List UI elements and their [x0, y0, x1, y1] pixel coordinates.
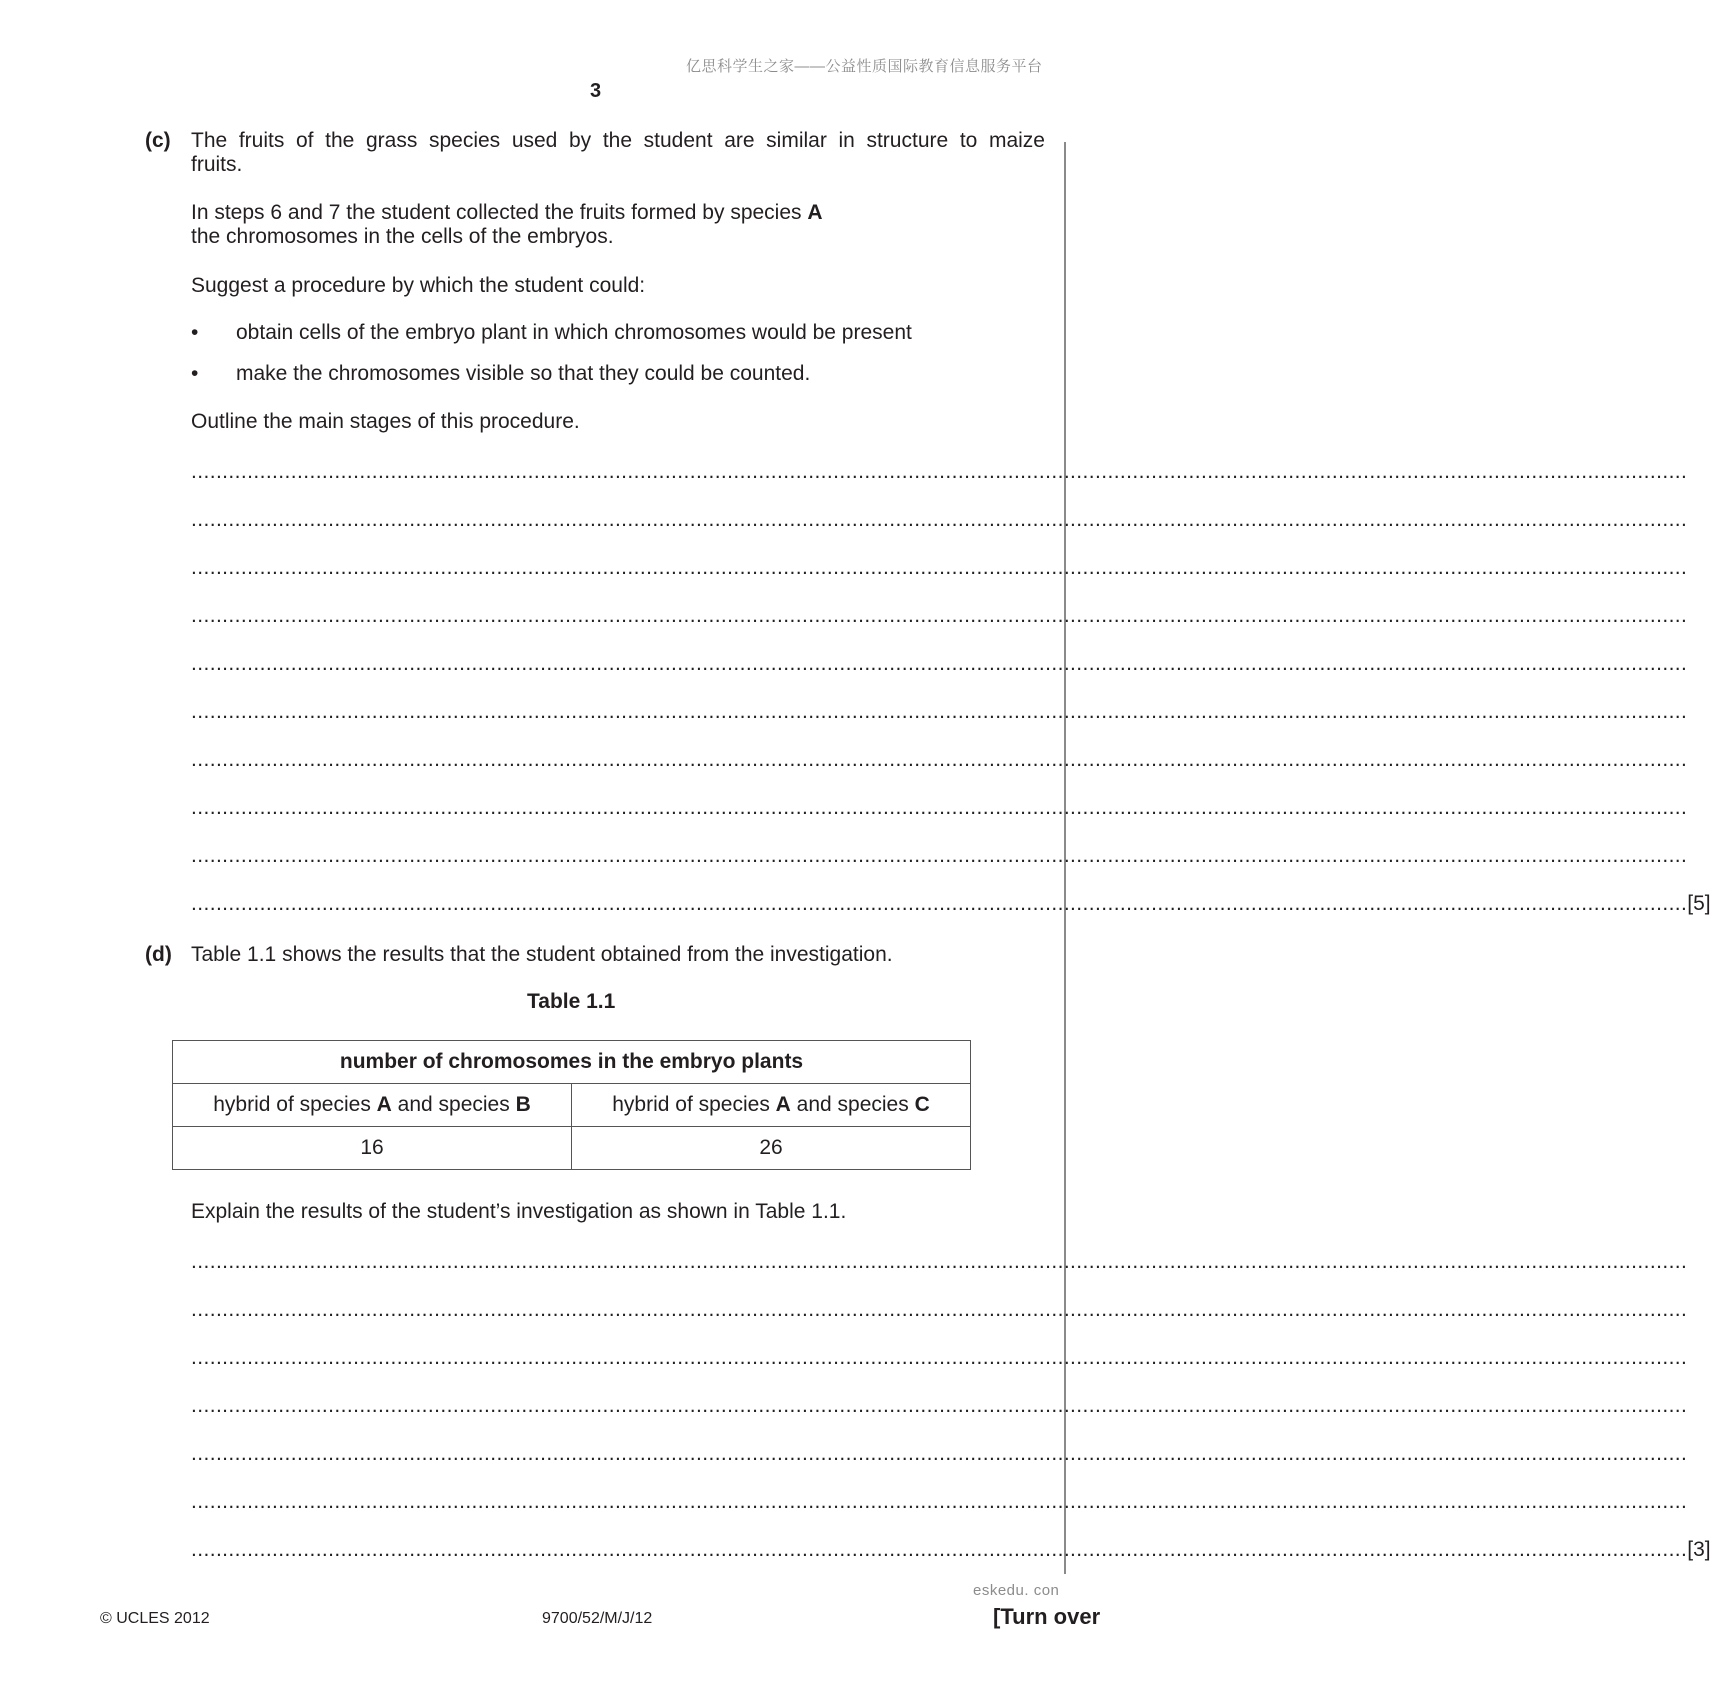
- mark-allocation: [3]: [1687, 1538, 1711, 1561]
- page-number: 3: [590, 80, 602, 102]
- answer-line[interactable]: ................................................................................................................................................................................................................................................: [191, 508, 1688, 531]
- answer-line[interactable]: ................................................................................................................................................................................................................................................: [191, 604, 1688, 627]
- bullet-marker: •: [191, 362, 199, 385]
- table-header: number of chromosomes in the embryo plants: [173, 1041, 971, 1084]
- bullet-item: obtain cells of the embryo plant in which chromosomes would be present: [236, 321, 912, 344]
- answer-line[interactable]: ................................................................................................................................................................................................................................................: [191, 1346, 1688, 1369]
- answer-line[interactable]: ................................................................................................................................................................................................................................................: [191, 1394, 1688, 1417]
- turn-over-label: [Turn over: [993, 1604, 1101, 1629]
- table-row: [173, 1041, 971, 1084]
- table-cell: 16: [173, 1127, 572, 1170]
- col-text: and species: [391, 1093, 516, 1116]
- column-header-ab: [173, 1084, 572, 1127]
- answer-line[interactable]: ................................................................................................................................................................................................................................................: [191, 1298, 1688, 1321]
- answer-line[interactable]: ................................................................................................................................................................................................................................................: [191, 892, 1688, 915]
- table-row: [173, 1084, 971, 1127]
- answer-line[interactable]: ................................................................................................................................................................................................................................................: [191, 1490, 1688, 1513]
- col-bold: A: [775, 1093, 791, 1116]
- footer-paper-code: 9700/52/M/J/12: [542, 1610, 653, 1627]
- answer-line[interactable]: ................................................................................................................................................................................................................................................: [191, 796, 1688, 819]
- answer-line[interactable]: ................................................................................................................................................................................................................................................: [191, 1442, 1688, 1465]
- watermark-top: 亿思科学生之家——公益性质国际教育信息服务平台: [686, 58, 1043, 75]
- table-row: [173, 1127, 971, 1170]
- answer-line[interactable]: ................................................................................................................................................................................................................................................: [191, 1250, 1688, 1273]
- question-label-c: (c): [145, 129, 171, 152]
- col-text: hybrid of species: [213, 1093, 377, 1116]
- col-text: and species: [790, 1093, 915, 1116]
- question-label-d: (d): [145, 943, 172, 966]
- answer-line[interactable]: ................................................................................................................................................................................................................................................: [191, 1538, 1688, 1561]
- part-d-intro: Table 1.1 shows the results that the student obtained from the investigation.: [191, 943, 893, 966]
- answer-line[interactable]: ................................................................................................................................................................................................................................................: [191, 460, 1688, 483]
- table-title: Table 1.1: [527, 990, 616, 1013]
- part-c-intro-line2: fruits.: [191, 153, 243, 176]
- part-c-steps-line2: the chromosomes in the cells of the embryos.: [191, 225, 614, 248]
- part-d-explain: Explain the results of the student’s investigation as shown in Table 1.1.: [191, 1200, 847, 1223]
- steps-text: In steps 6 and 7 the student collected the fruits formed by species: [191, 201, 808, 224]
- results-table: [172, 1040, 971, 1170]
- col-bold: C: [914, 1093, 930, 1116]
- col-bold: A: [376, 1093, 392, 1116]
- watermark-bottom: eskedu. con: [973, 1582, 1060, 1599]
- part-c-suggest: Suggest a procedure by which the student could:: [191, 274, 646, 297]
- column-header-ac: [572, 1084, 971, 1127]
- answer-line[interactable]: ................................................................................................................................................................................................................................................: [191, 556, 1688, 579]
- answer-line[interactable]: ................................................................................................................................................................................................................................................: [191, 652, 1688, 675]
- part-c-outline: Outline the main stages of this procedure.: [191, 410, 580, 433]
- part-c-steps-line1: [191, 201, 823, 225]
- mark-allocation: [5]: [1687, 892, 1711, 915]
- answer-line[interactable]: ................................................................................................................................................................................................................................................: [191, 748, 1688, 771]
- answer-line-final: [191, 1538, 1711, 1562]
- footer-copyright: © UCLES 2012: [100, 1610, 210, 1627]
- col-text: hybrid of species: [612, 1093, 776, 1116]
- answer-line[interactable]: ................................................................................................................................................................................................................................................: [191, 844, 1688, 867]
- part-c-intro-line1: The fruits of the grass species used by the student are similar in structure to maize: [191, 129, 1045, 152]
- species-a-bold: A: [807, 201, 823, 224]
- answer-line[interactable]: ................................................................................................................................................................................................................................................: [191, 700, 1688, 723]
- table-cell: 26: [572, 1127, 971, 1170]
- bullet-item: make the chromosomes visible so that they could be counted.: [236, 362, 811, 385]
- bullet-marker: •: [191, 321, 199, 344]
- answer-line-final: [191, 892, 1711, 916]
- col-bold: B: [515, 1093, 531, 1116]
